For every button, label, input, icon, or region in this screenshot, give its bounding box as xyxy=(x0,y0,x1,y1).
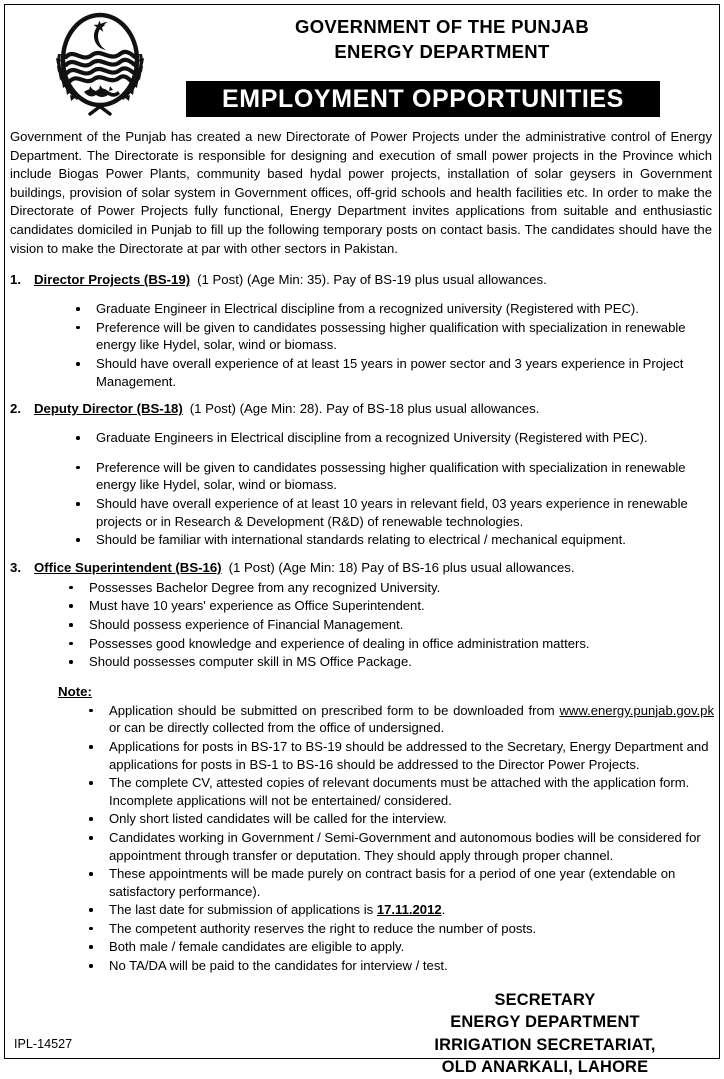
note-items xyxy=(85,702,714,975)
position-title: Office Superintendent (BS-16) xyxy=(34,559,222,575)
signatory-address-line1: IRRIGATION SECRETARIAT, xyxy=(434,1035,656,1054)
position-entry xyxy=(10,559,714,671)
requirement-item: Should have overall experience of at least 15 years in power sector and 3 years experience in Project Management. xyxy=(72,355,714,390)
position-title: Director Projects (BS-19) xyxy=(34,272,191,288)
introduction-paragraph: Government of the Punjab has created a new Directorate of Power Projects under the administrative control of Energy Department. The Directorate is responsible for designing and execution of small power projects in the Province which include Biogas Power Plants, community based hydal power projects, installation of solar geysers in Government buildings, provision of solar system in Government offices, off-grid schools and health facilities etc. In order to make the Directorate of Power Projects fully functional, Energy Department invites applications from suitable and enthusiastic candidates domiciled in Punjab to fill up the following temporary posts on contact basis. The candidates should have the vision to make the Directorate at par with other sectors in Pakistan. xyxy=(10,129,712,256)
position-requirements xyxy=(65,579,714,671)
position-entry xyxy=(10,400,714,549)
reference-code: IPL-14527 xyxy=(14,1037,73,1051)
requirement-item: Preference will be given to candidates possessing higher qualification with specialization in renewable energy like Hydel, solar, wind or biomass. xyxy=(72,319,714,354)
requirement-item: Preference will be given to candidates possessing higher qualification with specialization in renewable energy like Hydel, solar, wind or biomass. xyxy=(72,459,714,494)
requirement-item: Possesses good knowledge and experience of dealing in office administration matters. xyxy=(65,635,714,653)
note-section xyxy=(10,683,714,975)
requirement-item: Graduate Engineer in Electrical discipline from a recognized university (Registered with PEC). xyxy=(72,300,714,318)
signatory-address-line2: OLD ANARKALI, LAHORE xyxy=(441,1058,649,1077)
position-heading xyxy=(10,400,714,418)
note-item-text-pre: Application should be submitted on prescribed form to be downloaded from xyxy=(109,702,560,718)
signature-block xyxy=(380,989,710,1079)
requirement-item: Should be familiar with international standards relating to electrical / mechanical equipment. xyxy=(72,531,714,549)
requirement-item: Graduate Engineers in Electrical discipline from a recognized University (Registered with PEC). xyxy=(72,429,714,447)
requirement-item: Must have 10 years' experience as Office Superintendent. xyxy=(65,597,714,615)
note-item: Both male / female candidates are eligible to apply. xyxy=(85,938,714,956)
positions-list xyxy=(10,271,714,671)
position-heading xyxy=(10,271,714,289)
note-item: No TA/DA will be paid to the candidates for interview / test. xyxy=(85,957,714,975)
employment-opportunities-banner xyxy=(186,81,660,117)
signatory-title: SECRETARY xyxy=(494,990,596,1009)
energy-department-website-link[interactable]: www.energy.punjab.gov.pk xyxy=(559,702,714,718)
note-item: Applications for posts in BS-17 to BS-19 should be addressed to the Secretary, Energy Department and applications for posts in BS-1 to BS-16 should be addressed to the Director Power Projects. xyxy=(85,738,714,773)
punjab-government-emblem-icon xyxy=(40,10,160,124)
note-label: Note: xyxy=(58,683,92,699)
position-number: 2. xyxy=(10,401,21,417)
position-entry xyxy=(10,271,714,390)
position-title: Deputy Director (BS-18) xyxy=(34,401,183,417)
signatory-department: ENERGY DEPARTMENT xyxy=(450,1013,640,1032)
position-detail: (1 Post) (Age Min: 35). Pay of BS-19 plus usual allowances. xyxy=(197,272,547,288)
note-item: These appointments will be made purely on contract basis for a period of one year (extendable on satisfactory performance). xyxy=(85,865,714,900)
note-item: The complete CV, attested copies of relevant documents must be attached with the application form. Incomplete applications will not be entertained/ considered. xyxy=(85,774,714,809)
note-item: The competent authority reserves the right to reduce the number of posts. xyxy=(85,920,714,938)
requirement-item: Should possesses computer skill in MS Office Package. xyxy=(65,653,714,671)
position-requirements xyxy=(72,300,714,390)
requirement-item: Possesses Bachelor Degree from any recognized University. xyxy=(65,579,714,597)
requirement-item: Should have overall experience of at least 10 years in relevant field, 03 years experience in renewable projects or in Research & Development (R&D) of renewable technologies. xyxy=(72,495,714,530)
position-number: 1. xyxy=(10,272,21,288)
note-item: Only short listed candidates will be called for the interview. xyxy=(85,810,714,828)
banner-text: EMPLOYMENT OPPORTUNITIES xyxy=(222,84,624,113)
note-item xyxy=(85,901,714,919)
requirement-item: Should possess experience of Financial Management. xyxy=(65,616,714,634)
note-item xyxy=(85,702,714,737)
government-title: GOVERNMENT OF THE PUNJAB xyxy=(295,16,589,37)
deadline-text-post: . xyxy=(441,902,446,918)
position-heading xyxy=(10,559,714,577)
deadline-text-pre: The last date for submission of applications is xyxy=(109,902,377,918)
document-header xyxy=(10,8,714,126)
department-title: ENERGY DEPARTMENT xyxy=(334,41,550,62)
application-deadline-date: 17.11.2012 xyxy=(376,902,442,918)
position-number: 3. xyxy=(10,559,21,575)
position-detail: (1 Post) (Age Min: 28). Pay of BS-18 plus usual allowances. xyxy=(189,401,540,417)
note-item-text-post: or can be directly collected from the office of undersigned. xyxy=(109,720,445,736)
note-item: Candidates working in Government / Semi-Government and autonomous bodies will be considered for appointment through transfer or deputation. They should apply through proper channel. xyxy=(85,829,714,864)
position-detail: (1 Post) (Age Min: 18) Pay of BS-16 plus usual allowances. xyxy=(228,559,575,575)
header-title-block xyxy=(170,14,714,64)
position-requirements xyxy=(72,429,714,549)
